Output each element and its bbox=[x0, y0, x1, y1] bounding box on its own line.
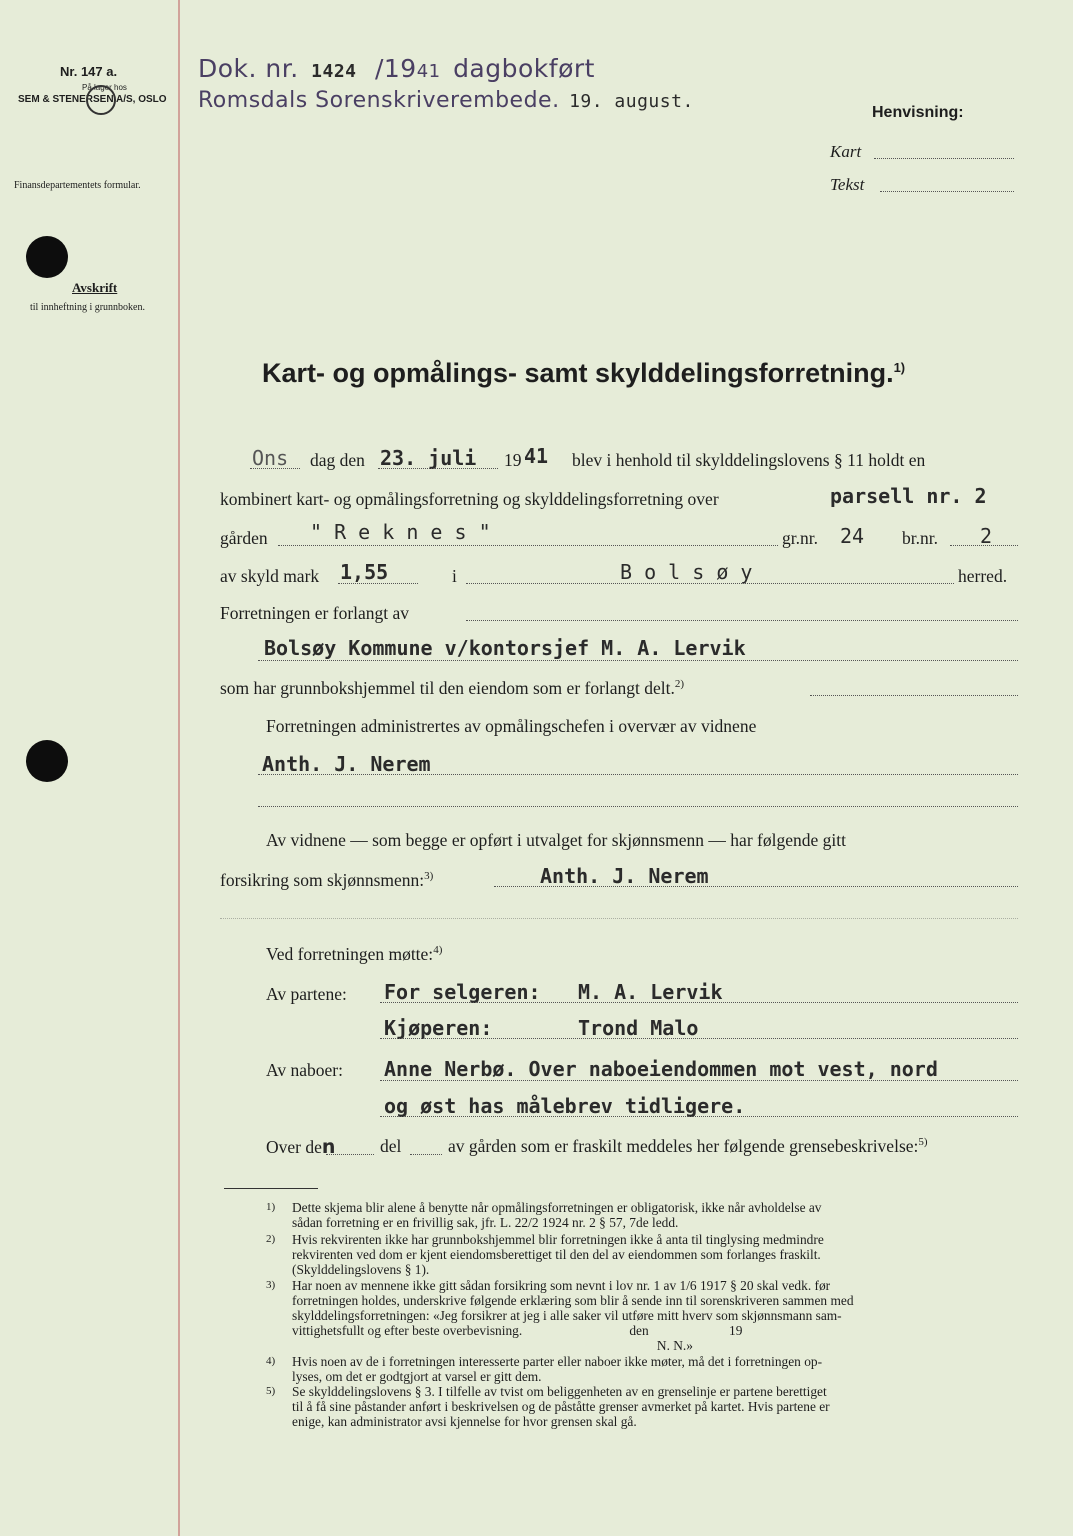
blank-line bbox=[220, 918, 1018, 919]
del-line bbox=[410, 1154, 442, 1155]
brnr-label: br.nr. bbox=[902, 528, 938, 548]
parties-label: Av partene: bbox=[266, 984, 347, 1004]
stamp-doc-prefix: Dok. nr. bbox=[198, 54, 299, 83]
stamp-year-prefix: /19 bbox=[374, 54, 417, 83]
date-value: 23. juli bbox=[380, 446, 477, 470]
reference-map-line bbox=[874, 158, 1014, 159]
skyld-label: av skyld mark bbox=[220, 566, 320, 586]
requested-label: Forretningen er forlangt av bbox=[220, 603, 410, 623]
form-number: Nr. 147 a. bbox=[60, 64, 118, 79]
hjemmel-sup: 2) bbox=[674, 678, 685, 691]
stamp-status: dagbokført bbox=[453, 54, 595, 83]
neighbors-label: Av naboer: bbox=[266, 1060, 343, 1080]
footnote-separator bbox=[224, 1188, 318, 1189]
footnote-line: Dette skjema blir alene å benytte når opmålingsforretningen er obligatorisk, ikke når avholdelse av bbox=[292, 1200, 822, 1215]
document-title-sup: 1) bbox=[893, 360, 906, 375]
buyer-value: Trond Malo bbox=[578, 1016, 699, 1040]
reference-heading: Henvisning: bbox=[872, 104, 964, 121]
farm-line bbox=[278, 545, 778, 546]
del-label: del bbox=[380, 1136, 402, 1156]
witness-text-line2-main: forsikring som skjønnsmenn: bbox=[220, 870, 425, 890]
herred-label: herred. bbox=[958, 566, 1008, 586]
neighbors-line2: og øst has målebrev tidligere. bbox=[384, 1094, 746, 1118]
requester-line bbox=[258, 660, 1018, 661]
neighbors-dots-2 bbox=[380, 1116, 1018, 1117]
ministry-label: Finansdepartementets formular. bbox=[14, 180, 141, 191]
copy-sub-label: til innheftning i grunnboken. bbox=[30, 302, 145, 313]
farm-label: gården bbox=[220, 528, 268, 548]
publisher-line1: På lager hos bbox=[82, 83, 127, 92]
parcel-value: parsell nr. 2 bbox=[830, 484, 987, 508]
punch-hole-bottom bbox=[26, 740, 68, 782]
over-hand: n bbox=[321, 1136, 336, 1158]
grnr-label: gr.nr. bbox=[782, 528, 818, 548]
over-label-main: Over de bbox=[266, 1137, 322, 1157]
footnote-line: Hvis rekvirenten ikke har grunnbokshjemmel blir forretningen ikke å anta til tinglysing medmindre bbox=[292, 1232, 824, 1247]
witness-line-1 bbox=[258, 774, 1018, 775]
hjemmel-text-main: som har grunnbokshjemmel til den eiendom som er forlangt delt. bbox=[220, 678, 675, 698]
line2-text: kombinert kart- og opmålingsforretning og skylddelingsforretning over bbox=[220, 489, 719, 509]
footnote-line: vittighetsfullt og efter beste overbevisning. den 19 bbox=[292, 1323, 743, 1338]
witness-value: Anth. J. Nerem bbox=[262, 752, 431, 776]
footnote-line: rekvirenten ved dom er kjent eiendomsberettiget til den del av eiendommen som forlanges fraskilt. bbox=[292, 1247, 821, 1262]
stamp-office: Romsdals Sorenskriverembede. bbox=[198, 88, 560, 113]
footnote-line: (Skylddelingslovens § 1). bbox=[292, 1262, 430, 1277]
stamp-doc-number: 1424 bbox=[311, 61, 357, 82]
hjemmel-text bbox=[220, 678, 684, 699]
witness-name2-line bbox=[494, 886, 1018, 887]
footnote-number: 5) bbox=[266, 1385, 276, 1397]
reference-text-line bbox=[880, 191, 1014, 192]
margin-rule bbox=[178, 0, 180, 1536]
doc-stamp-line2 bbox=[198, 88, 694, 113]
met-label-main: Ved forretningen møtte: bbox=[266, 944, 434, 964]
footnote-number: 3) bbox=[266, 1279, 276, 1291]
document-title bbox=[262, 358, 905, 389]
date-line bbox=[378, 468, 498, 469]
farm-name: " R e k n e s " bbox=[310, 520, 491, 544]
herred-line bbox=[466, 583, 954, 584]
stamp-date: 19. august. bbox=[569, 91, 694, 112]
footnote-line: lyses, om det er godtgjort at varsel er gitt dem. bbox=[292, 1369, 542, 1384]
brnr-line bbox=[950, 545, 1018, 546]
skyld-value: 1,55 bbox=[340, 560, 389, 584]
publisher-line2: SEM & STENERSEN A/S, OSLO bbox=[18, 94, 167, 105]
reference-text-label: Tekst bbox=[830, 175, 865, 194]
buyer-label: Kjøperen: bbox=[384, 1016, 493, 1040]
buyer-line bbox=[380, 1038, 1018, 1039]
i-label: i bbox=[452, 566, 457, 586]
doc-stamp-line1 bbox=[198, 54, 595, 83]
year-suffix: 41 bbox=[524, 444, 549, 468]
met-label bbox=[266, 944, 442, 965]
herred-name: B o l s ø y bbox=[620, 560, 753, 584]
footnote-line: Hvis noen av de i forretningen interesserte parter eller naboer ikke møter, må det i forretningen op- bbox=[292, 1354, 823, 1369]
neighbors-line1: Anne Nerbø. Over naboeiendommen mot vest, nord bbox=[384, 1057, 938, 1081]
footnote-number: 4) bbox=[266, 1355, 276, 1367]
footnote-line: Har noen av mennene ikke gitt sådan forsikring som nevnt i lov nr. 1 av 1/6 1917 § 20 skal vedk. før bbox=[292, 1278, 831, 1293]
footnote-line: til å få sine påstander anført i beskrivelsen og de påståtte grenser avmerket på kartet. Hvis partene er bbox=[292, 1399, 830, 1414]
seller-label: For selgeren: bbox=[384, 980, 541, 1004]
admin-text: Forretningen administrertes av opmålingschefen i overvær av vidnene bbox=[266, 716, 757, 736]
requested-line bbox=[466, 620, 1018, 621]
hjemmel-line bbox=[810, 695, 1018, 696]
footnote-number: 2) bbox=[266, 1233, 276, 1245]
neighbors-dots-1 bbox=[380, 1080, 1018, 1081]
copy-label: Avskrift bbox=[72, 280, 118, 295]
footnote-line: enige, kan administrator avsi kjennelse for hvor grensen skal gå. bbox=[292, 1414, 637, 1429]
stamp-year-suffix: 41 bbox=[416, 61, 441, 82]
dag-den-label: dag den bbox=[310, 450, 365, 470]
footnote-line: skylddelingsforretningen: «Jeg forsikrer at jeg i alle saker vil utføre mitt hverv som skjønnsmann sam- bbox=[292, 1308, 842, 1323]
over-sup: 5) bbox=[918, 1136, 928, 1149]
publisher-logo-icon bbox=[86, 85, 116, 115]
witness-name2: Anth. J. Nerem bbox=[540, 864, 709, 888]
requester-value: Bolsøy Kommune v/kontorsjef M. A. Lervik bbox=[264, 636, 746, 660]
witness-text-line2 bbox=[220, 870, 433, 891]
over-label bbox=[266, 1136, 335, 1158]
year-prefix: 19 bbox=[504, 450, 522, 470]
weekday-value: Ons bbox=[252, 446, 289, 470]
seller-line bbox=[380, 1002, 1018, 1003]
footnote-number: 1) bbox=[266, 1201, 276, 1213]
brnr-value: 2 bbox=[980, 524, 993, 548]
skyld-line bbox=[338, 583, 418, 584]
met-sup: 4) bbox=[433, 944, 443, 957]
witness-sup: 3) bbox=[424, 870, 434, 883]
reference-map-label: Kart bbox=[830, 142, 862, 161]
over-rest bbox=[448, 1136, 928, 1157]
over-rest-main: av gården som er fraskilt meddeles her følgende grensebeskrivelse: bbox=[448, 1136, 919, 1156]
footnote-line: N. N.» bbox=[292, 1338, 693, 1353]
weekday-line bbox=[250, 468, 300, 469]
witness-line-2 bbox=[258, 806, 1018, 807]
grnr-value: 24 bbox=[840, 524, 865, 548]
footnote-line: Se skylddelingslovens § 3. I tilfelle av tvist om beliggenheten av en grenselinje er partene berettiget bbox=[292, 1384, 827, 1399]
footnote-line: sådan forretning er en frivillig sak, jfr. L. 22/2 1924 nr. 2 § 57, 7de ledd. bbox=[292, 1215, 679, 1230]
seller-value: M. A. Lervik bbox=[578, 980, 723, 1004]
footnote-line: forretningen holdes, underskrive følgende erklæring som blir å sende inn til sorenskriveren sammen med bbox=[292, 1293, 854, 1308]
punch-hole-top bbox=[26, 236, 68, 278]
over-line bbox=[326, 1154, 374, 1155]
line1-text: blev i henhold til skylddelingslovens § 11 holdt en bbox=[572, 450, 926, 470]
document-title-text: Kart- og opmålings- samt skylddelingsforretning. bbox=[262, 358, 894, 388]
witness-text-line1: Av vidnene — som begge er opført i utvalget for skjønnsmenn — har følgende gitt bbox=[266, 830, 846, 850]
